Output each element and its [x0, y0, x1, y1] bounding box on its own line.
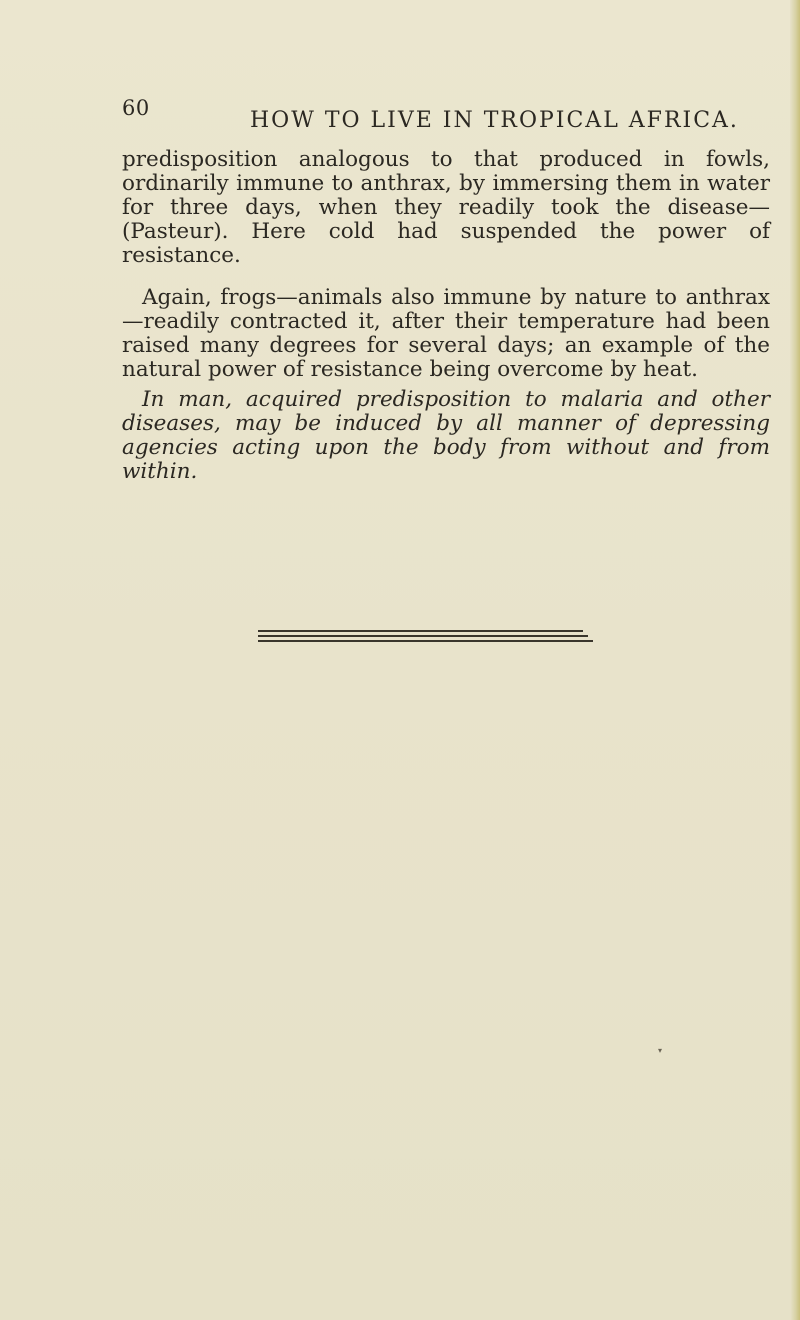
section-divider-rule	[258, 630, 583, 632]
page-header	[0, 96, 800, 136]
paragraph-3: In man, acquired predisposition to malaria and other diseases, may be induced by all manner of depressing agencies acting upon the body from without and from within.	[122, 387, 770, 484]
paragraph-1: predisposition analogous to that produced in fowls, ordinarily immune to anthrax, by immersing them in water for three days, when they readily took the disease—(Pasteur). Here cold had suspended the power of resistance.	[122, 147, 770, 268]
section-divider-rule	[258, 640, 593, 642]
paragraph-2: Again, frogs—animals also immune by nature to anthrax—readily contracted it, after their temperature had been raised many degrees for several days; an example of the natural power of resistance being overcome by heat.	[122, 285, 770, 382]
running-title: HOW TO LIVE IN TROPICAL AFRICA.	[250, 108, 739, 133]
page-edge	[790, 0, 800, 1320]
stray-mark: ▾	[658, 1046, 663, 1055]
body-text	[122, 148, 770, 484]
page-number: 60	[122, 96, 150, 120]
section-divider-rule	[258, 635, 588, 637]
